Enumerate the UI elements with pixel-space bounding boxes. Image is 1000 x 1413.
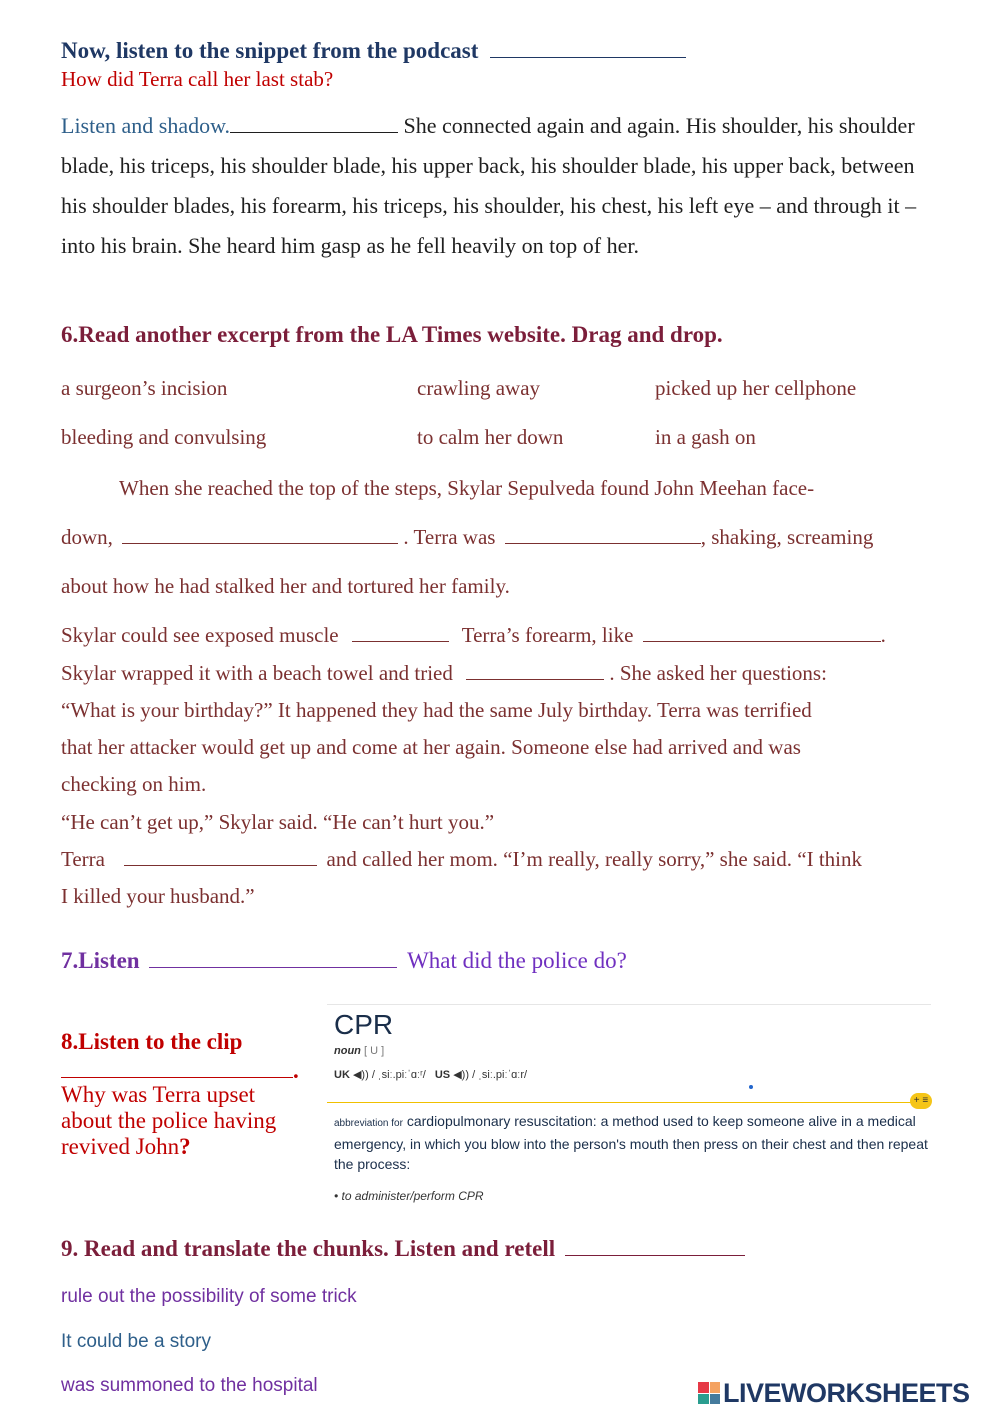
excerpt-line-7: that her attacker would get up and come at her again. Someone else had arrived and was — [61, 735, 801, 759]
dictionary-pos — [334, 1045, 384, 1057]
excerpt-text: , shaking, screaming — [700, 525, 874, 549]
section8-question-mark: ? — [179, 1134, 191, 1159]
chunk-surgeons-incision[interactable]: a surgeon’s incision — [61, 376, 228, 400]
section7-question: What did the police do? — [407, 948, 627, 973]
excerpt-line-2 — [61, 525, 873, 550]
section9-heading-text: 9. Read and translate the chunks. Listen and retell — [61, 1236, 556, 1261]
section8-answer-line — [61, 1058, 299, 1084]
us-pron: / ˌsiː.piːˈɑːr/ — [472, 1069, 528, 1081]
marker-dot-icon — [749, 1085, 753, 1089]
dictionary-definition — [334, 1111, 934, 1174]
excerpt-text: Skylar could see exposed muscle — [61, 623, 339, 647]
drop-blank-2[interactable] — [505, 542, 701, 544]
speaker-icon[interactable]: ◀)) — [352, 1069, 369, 1081]
excerpt-text: Terra’s forearm, like — [461, 623, 634, 647]
logo-mark-icon — [698, 1382, 720, 1404]
shadow-text: She connected again and again. His shoulder, his shoulder blade, his triceps, his shoulder blade, his upper back, his shoulder blade, his upper back, between his shoulder blades, his forearm, his triceps, his shoulder, his chest, his left eye – and through it – into his brain. She heard him gasp as he fell heavily on top of her. — [61, 113, 917, 258]
liveworksheets-logo — [698, 1378, 970, 1408]
drop-blank-6[interactable] — [124, 864, 317, 866]
section7-heading: 7.Listen — [61, 948, 140, 973]
divider — [327, 1102, 927, 1103]
excerpt-text: and called her mom. “I’m really, really sorry,” she said. “I think — [326, 847, 862, 871]
shadow-blank[interactable] — [230, 131, 398, 133]
excerpt-line-1: When she reached the top of the steps, Skylar Sepulveda found John Meehan face- — [119, 476, 815, 500]
logo-text: LIVEWORKSHEETS — [723, 1377, 970, 1408]
podcast-heading — [61, 38, 686, 64]
definition-text: cardiopulmonary resuscitation: a method used to keep someone alive in a medical emergency, in which you blow into the person's mouth then press on their chest and then repeat the process: — [334, 1113, 928, 1172]
excerpt-line-5 — [61, 661, 827, 686]
us-label: US — [434, 1069, 451, 1081]
section8-question-2: about the police having — [61, 1108, 277, 1133]
excerpt-text: . — [880, 623, 886, 647]
excerpt-text: Skylar wrapped it with a beach towel and tried — [61, 661, 453, 685]
section8-question-3 — [61, 1134, 191, 1160]
dictionary-grammar: [ U ] — [363, 1045, 385, 1057]
excerpt-line-3: about how he had stalked her and tortured her family. — [61, 574, 510, 598]
section6-heading: 6.Read another excerpt from the LA Times website. Drag and drop. — [61, 322, 723, 347]
chunk-bleeding-convulsing[interactable]: bleeding and convulsing — [61, 425, 267, 449]
drop-blank-4[interactable] — [643, 640, 881, 642]
drop-blank-1[interactable] — [122, 542, 398, 544]
excerpt-line-8: checking on him. — [61, 772, 207, 796]
uk-pron: / ˌsiː.piːˈɑːʳ/ — [371, 1069, 426, 1081]
section8-answer-blank[interactable] — [61, 1076, 293, 1078]
excerpt-line-9: “He can’t get up,” Skylar said. “He can’t hurt you.” — [61, 810, 495, 834]
podcast-heading-text: Now, listen to the snippet from the podcast — [61, 38, 479, 63]
section8-dot: . — [293, 1058, 299, 1083]
excerpt-line-6: “What is your birthday?” It happened they had the same July birthday. Terra was terrified — [61, 698, 812, 722]
shadow-paragraph — [61, 106, 941, 266]
section8-question-text: revived John — [61, 1134, 180, 1159]
excerpt-text: . Terra was — [403, 525, 496, 549]
excerpt-text: . She asked her questions: — [609, 661, 827, 685]
excerpt-text: down, — [61, 525, 113, 549]
excerpt-line-4 — [61, 623, 886, 648]
section9-answer-blank[interactable] — [565, 1254, 745, 1256]
dictionary-entry — [327, 1004, 931, 1210]
speaker-icon[interactable]: ◀)) — [453, 1069, 469, 1081]
drop-blank-5[interactable] — [466, 678, 604, 680]
excerpt-text: Terra — [61, 847, 105, 871]
chunk-gash-on[interactable]: in a gash on — [655, 425, 756, 449]
section7 — [61, 948, 627, 974]
add-to-list-icon[interactable]: + ≡ — [910, 1093, 932, 1109]
shadow-lead: Listen and shadow. — [61, 113, 231, 138]
chunk-crawling-away[interactable]: crawling away — [417, 376, 541, 400]
chunk-picked-up-cellphone[interactable]: picked up her cellphone — [655, 376, 857, 400]
uk-label: UK — [334, 1069, 350, 1081]
podcast-question: How did Terra call her last stab? — [61, 67, 334, 91]
excerpt-line-11: I killed your husband.” — [61, 884, 255, 908]
chunk-could-be-story: It could be a story — [61, 1331, 211, 1352]
section8-heading: 8.Listen to the clip — [61, 1029, 243, 1054]
dictionary-pronunciation — [334, 1068, 527, 1081]
abbr-label: abbreviation for — [334, 1118, 403, 1129]
chunk-rule-out: rule out the possibility of some trick — [61, 1286, 357, 1307]
section7-answer-blank[interactable] — [149, 966, 397, 968]
chunk-summoned: was summoned to the hospital — [61, 1375, 318, 1396]
dictionary-word: CPR — [334, 1009, 394, 1040]
dictionary-example: • to administer/perform CPR — [334, 1189, 484, 1203]
section9-heading — [61, 1236, 745, 1262]
chunk-calm-her-down[interactable]: to calm her down — [417, 425, 564, 449]
dictionary-pos-text: noun — [334, 1045, 361, 1057]
section8-question-1: Why was Terra upset — [61, 1082, 256, 1107]
drop-blank-3[interactable] — [352, 640, 449, 642]
excerpt-line-10 — [61, 847, 862, 872]
podcast-answer-blank[interactable] — [490, 56, 686, 58]
